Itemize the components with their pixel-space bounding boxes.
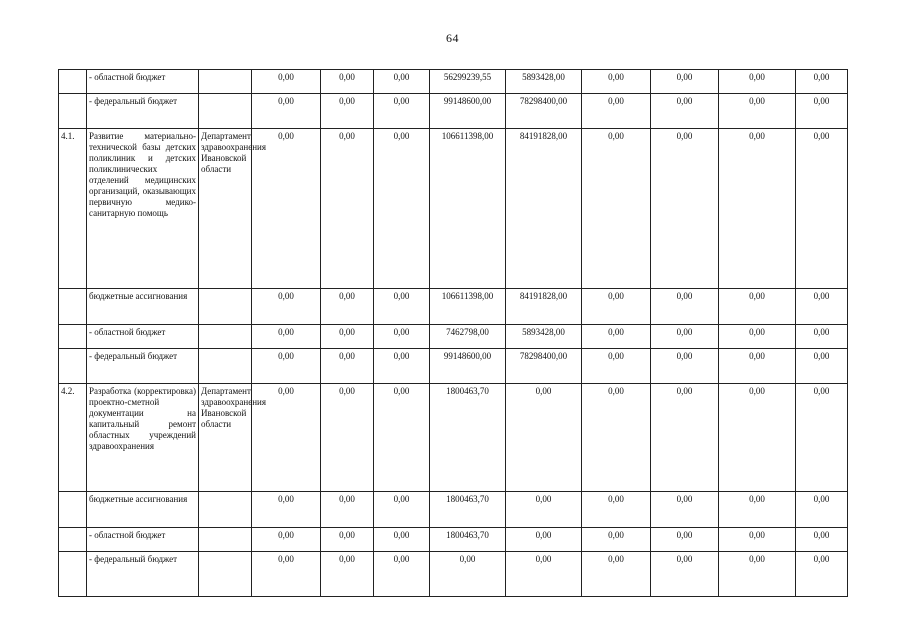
row-executor — [199, 552, 252, 597]
value-cell: 78298400,00 — [506, 94, 582, 129]
value-cell: 0,00 — [506, 528, 582, 552]
value-cell: 0,00 — [582, 528, 651, 552]
value-cell: 5893428,00 — [506, 70, 582, 94]
table-row — [59, 349, 848, 384]
value-cell: 0,00 — [321, 70, 374, 94]
value-cell: 0,00 — [719, 349, 796, 384]
value-cell: 0,00 — [374, 129, 430, 289]
value-cell: 0,00 — [374, 289, 430, 325]
value-cell: 0,00 — [582, 552, 651, 597]
value-cell: 0,00 — [582, 325, 651, 349]
row-index — [59, 325, 87, 349]
value-cell: 0,00 — [582, 129, 651, 289]
value-cell: 0,00 — [252, 70, 321, 94]
table-row — [59, 552, 848, 597]
table-row — [59, 129, 848, 289]
value-cell: 0,00 — [252, 94, 321, 129]
value-cell: 0,00 — [321, 129, 374, 289]
row-executor — [199, 289, 252, 325]
row-executor — [199, 94, 252, 129]
page-number: 64 — [446, 31, 459, 45]
table-row — [59, 289, 848, 325]
value-cell: 0,00 — [506, 552, 582, 597]
row-name: - федеральный бюджет — [87, 552, 199, 597]
value-cell: 1800463,70 — [430, 492, 506, 528]
value-cell: 0,00 — [252, 492, 321, 528]
value-cell: 0,00 — [719, 528, 796, 552]
value-cell: 0,00 — [796, 289, 848, 325]
value-cell: 0,00 — [374, 94, 430, 129]
value-cell: 0,00 — [651, 384, 719, 492]
value-cell: 0,00 — [374, 528, 430, 552]
value-cell: 0,00 — [651, 129, 719, 289]
row-executor: Департамент здравоохранения Ивановской области — [199, 384, 252, 492]
value-cell: 0,00 — [252, 552, 321, 597]
value-cell: 0,00 — [719, 492, 796, 528]
value-cell: 0,00 — [582, 94, 651, 129]
row-executor — [199, 492, 252, 528]
row-name: - областной бюджет — [87, 528, 199, 552]
value-cell: 0,00 — [374, 492, 430, 528]
row-executor — [199, 70, 252, 94]
table-row — [59, 384, 848, 492]
row-name: бюджетные ассигнования — [87, 289, 199, 325]
value-cell: 0,00 — [321, 94, 374, 129]
value-cell: 78298400,00 — [506, 349, 582, 384]
row-name: - федеральный бюджет — [87, 94, 199, 129]
value-cell: 5893428,00 — [506, 325, 582, 349]
value-cell: 0,00 — [582, 492, 651, 528]
value-cell: 0,00 — [719, 70, 796, 94]
value-cell: 0,00 — [796, 325, 848, 349]
value-cell: 0,00 — [719, 289, 796, 325]
value-cell: 0,00 — [430, 552, 506, 597]
value-cell: 0,00 — [321, 289, 374, 325]
value-cell: 0,00 — [651, 94, 719, 129]
row-executor — [199, 349, 252, 384]
row-name: Развитие материально-технической базы детских поликлиник и детских поликлинических отделений медицинских организаций, оказывающих первичную медико-санитарную помощь — [87, 129, 199, 289]
value-cell: 99148600,00 — [430, 349, 506, 384]
value-cell: 0,00 — [796, 70, 848, 94]
value-cell: 0,00 — [796, 528, 848, 552]
value-cell: 0,00 — [719, 94, 796, 129]
budget-table — [58, 69, 848, 597]
value-cell: 106611398,00 — [430, 289, 506, 325]
value-cell: 0,00 — [321, 384, 374, 492]
value-cell: 56299239,55 — [430, 70, 506, 94]
row-index — [59, 94, 87, 129]
row-name: - областной бюджет — [87, 325, 199, 349]
table-row — [59, 325, 848, 349]
value-cell: 0,00 — [651, 325, 719, 349]
row-index — [59, 552, 87, 597]
value-cell: 0,00 — [321, 552, 374, 597]
value-cell: 0,00 — [374, 384, 430, 492]
value-cell: 0,00 — [252, 129, 321, 289]
value-cell: 0,00 — [796, 94, 848, 129]
value-cell: 0,00 — [252, 349, 321, 384]
value-cell: 0,00 — [506, 492, 582, 528]
table-row — [59, 492, 848, 528]
value-cell: 0,00 — [719, 384, 796, 492]
row-name: бюджетные ассигнования — [87, 492, 199, 528]
row-executor — [199, 528, 252, 552]
value-cell: 0,00 — [374, 349, 430, 384]
value-cell: 106611398,00 — [430, 129, 506, 289]
value-cell: 0,00 — [582, 70, 651, 94]
table-row — [59, 94, 848, 129]
value-cell: 0,00 — [796, 492, 848, 528]
row-index — [59, 528, 87, 552]
value-cell: 0,00 — [374, 325, 430, 349]
value-cell: 0,00 — [651, 70, 719, 94]
row-index — [59, 492, 87, 528]
value-cell: 0,00 — [582, 349, 651, 384]
value-cell: 0,00 — [321, 349, 374, 384]
value-cell: 0,00 — [321, 528, 374, 552]
row-index — [59, 70, 87, 94]
row-index: 4.1. — [59, 129, 87, 289]
row-name: - областной бюджет — [87, 70, 199, 94]
row-name: - федеральный бюджет — [87, 349, 199, 384]
value-cell: 0,00 — [582, 289, 651, 325]
value-cell: 0,00 — [582, 384, 651, 492]
table-row — [59, 70, 848, 94]
value-cell: 0,00 — [796, 552, 848, 597]
value-cell: 0,00 — [719, 552, 796, 597]
value-cell: 0,00 — [651, 492, 719, 528]
value-cell: 0,00 — [374, 552, 430, 597]
row-index — [59, 289, 87, 325]
value-cell: 0,00 — [651, 528, 719, 552]
value-cell: 0,00 — [719, 129, 796, 289]
value-cell: 0,00 — [252, 384, 321, 492]
row-index — [59, 349, 87, 384]
value-cell: 0,00 — [252, 325, 321, 349]
value-cell: 0,00 — [321, 492, 374, 528]
value-cell: 0,00 — [651, 552, 719, 597]
value-cell: 0,00 — [796, 349, 848, 384]
value-cell: 84191828,00 — [506, 289, 582, 325]
value-cell: 1800463,70 — [430, 384, 506, 492]
row-executor: Департамент здравоохранения Ивановской области — [199, 129, 252, 289]
value-cell: 84191828,00 — [506, 129, 582, 289]
value-cell: 0,00 — [252, 528, 321, 552]
value-cell: 99148600,00 — [430, 94, 506, 129]
value-cell: 0,00 — [796, 384, 848, 492]
row-name: Разработка (корректировка) проектно-сметной документации на капитальный ремонт областных учреждений здравоохранения — [87, 384, 199, 492]
value-cell: 0,00 — [719, 325, 796, 349]
value-cell: 0,00 — [321, 325, 374, 349]
value-cell: 0,00 — [506, 384, 582, 492]
value-cell: 0,00 — [252, 289, 321, 325]
value-cell: 0,00 — [374, 70, 430, 94]
value-cell: 0,00 — [651, 289, 719, 325]
value-cell: 0,00 — [651, 349, 719, 384]
table-row — [59, 528, 848, 552]
value-cell: 0,00 — [796, 129, 848, 289]
row-index: 4.2. — [59, 384, 87, 492]
value-cell: 7462798,00 — [430, 325, 506, 349]
row-executor — [199, 325, 252, 349]
value-cell: 1800463,70 — [430, 528, 506, 552]
